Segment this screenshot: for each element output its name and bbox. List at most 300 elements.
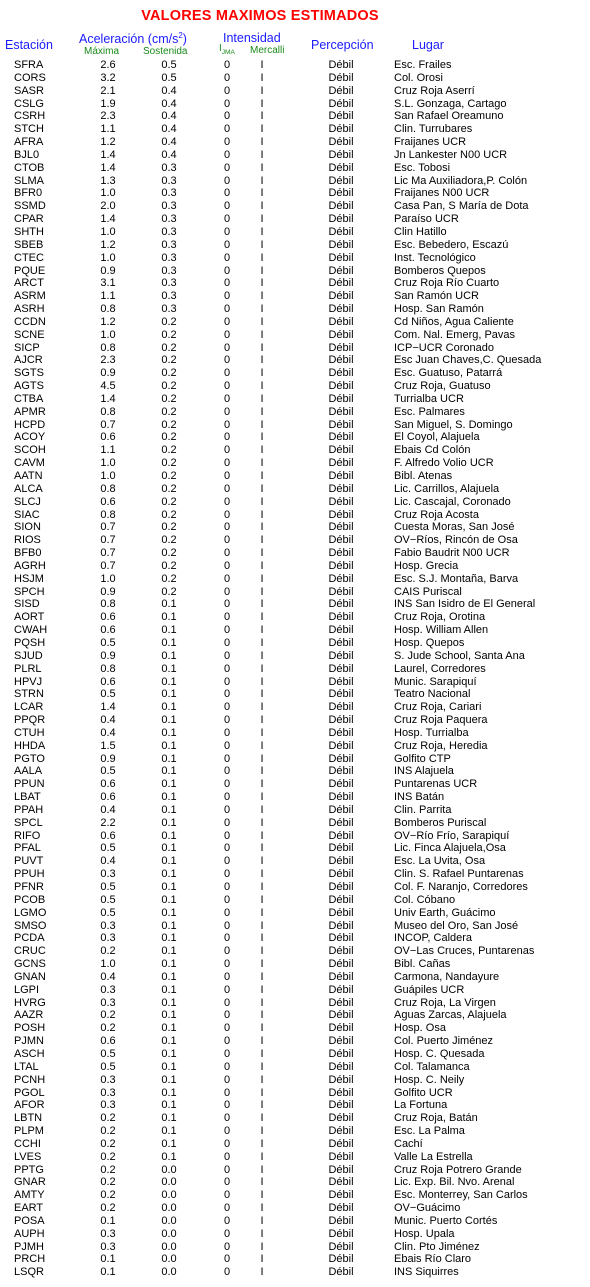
intensity-ijma: 0 [223,559,231,572]
accel-max: 0.6 [100,791,116,804]
accel-max: 0.5 [100,893,116,906]
location: Golfito CTP [394,752,451,765]
accel-sustained: 0.1 [161,803,177,816]
intensity-ijma: 0 [223,470,231,482]
station-code: PLPM [14,1125,44,1138]
intensity-mercalli: I [260,1125,264,1138]
accel-sustained: 0.1 [161,881,177,893]
accel-sustained: 0.1 [161,1125,177,1138]
accel-max: 2.6 [100,59,116,71]
station-code: APMR [14,405,46,418]
station-code: CTUH [14,726,45,739]
accel-max: 3.2 [100,71,116,84]
intensity-mercalli: I [260,1112,264,1125]
perception: Débil [328,765,354,778]
perception: Débil [328,675,354,688]
location: Clin. Pto Jiménez [394,1240,480,1253]
location: Cruz Roja, Guatuso [394,380,491,393]
location: INS Siquirres [394,1266,459,1279]
intensity-ijma: 0 [223,893,231,906]
intensity-mercalli: I [260,392,264,405]
header-maxima: Máxima [84,46,120,57]
table-row [0,175,590,188]
accel-max: 0.5 [100,765,116,778]
intensity-mercalli: I [260,765,264,778]
perception: Débil [328,470,354,482]
intensity-mercalli: I [260,444,264,457]
accel-max: 0.6 [100,611,116,624]
station-code: RIFO [14,829,41,842]
location: Carmona, Nandayure [394,970,500,983]
table-row [0,226,590,239]
table-row [0,316,590,329]
location: ICP−UCR Coronado [394,341,494,354]
accel-max: 1.0 [100,457,116,470]
perception: Débil [328,598,354,611]
accel-sustained: 0.0 [161,1202,177,1215]
accel-sustained: 0.0 [161,1189,177,1202]
accel-max: 1.0 [100,572,116,585]
intensity-ijma: 0 [223,1266,231,1279]
intensity-ijma: 0 [223,958,231,971]
accel-max: 1.4 [100,161,116,174]
table-row [0,1189,590,1202]
perception: Débil [328,893,354,906]
intensity-ijma: 0 [223,829,231,842]
intensity-mercalli: I [260,148,264,161]
location: Laurel, Corredores [394,662,486,675]
intensity-ijma: 0 [223,1099,231,1112]
accel-max: 0.7 [100,418,116,431]
station-code: STRN [14,688,44,701]
intensity-ijma: 0 [223,688,231,701]
table-row [0,72,590,85]
accel-sustained: 0.1 [161,1022,177,1035]
intensity-ijma: 0 [223,200,231,213]
table-row [0,637,590,650]
intensity-mercalli: I [260,1202,264,1215]
location: Col. Puerto Jiménez [394,1035,494,1048]
table-row [0,1087,590,1100]
table-row [0,213,590,226]
location: Cruz Roja Río Cuarto [394,277,500,290]
accel-sustained: 0.2 [161,521,177,534]
accel-max: 0.2 [100,1022,116,1035]
table-row [0,1164,590,1177]
intensity-ijma: 0 [223,765,231,778]
intensity-ijma: 0 [223,1189,231,1202]
table-row [0,881,590,894]
station-code: ALCA [14,482,43,495]
station-code: LBAT [14,791,41,804]
perception: Débil [328,444,354,457]
accel-max: 0.3 [100,1227,116,1240]
accel-max: 0.3 [100,1086,116,1099]
intensity-ijma: 0 [223,84,231,97]
header-aceleracion-exp: 2 [178,31,183,40]
accel-max: 0.5 [100,881,116,893]
table-row [0,1202,590,1215]
table-row [0,894,590,907]
station-code: CCHI [14,1137,41,1150]
table-row [0,265,590,278]
table-row [0,85,590,98]
header-sostenida: Sostenida [143,46,188,57]
accel-sustained: 0.0 [161,1266,177,1279]
location: INS San Isidro de El General [394,598,536,611]
station-code: SFRA [14,59,44,71]
accel-max: 4.5 [100,380,116,393]
intensity-ijma: 0 [223,970,231,983]
intensity-mercalli: I [260,315,264,328]
location: Lic. Finca Alajuela,Osa [394,842,506,855]
intensity-ijma: 0 [223,277,231,290]
station-code: AJCR [14,354,43,367]
accel-sustained: 0.4 [161,148,177,161]
perception: Débil [328,726,354,739]
station-code: SASR [14,84,44,97]
table-row [0,406,590,419]
accel-sustained: 0.0 [161,1253,177,1266]
station-code: HCPD [14,418,46,431]
accel-sustained: 0.2 [161,431,177,444]
intensity-ijma: 0 [223,123,231,136]
station-code: CCDN [14,315,46,328]
intensity-mercalli: I [260,958,264,971]
perception: Débil [328,534,354,547]
accel-sustained: 0.1 [161,675,177,688]
accel-sustained: 0.5 [161,59,177,71]
intensity-ijma: 0 [223,1253,231,1266]
location: La Fortuna [394,1099,448,1112]
station-code: POSH [14,1022,46,1035]
accel-sustained: 0.1 [161,1060,177,1073]
intensity-ijma: 0 [223,1163,231,1176]
accel-max: 1.2 [100,238,116,251]
station-code: ASRH [14,303,45,316]
intensity-mercalli: I [260,726,264,739]
station-code: SJUD [14,649,43,662]
accel-max: 0.5 [100,636,116,649]
table-row [0,945,590,958]
accel-sustained: 0.1 [161,842,177,855]
perception: Débil [328,624,354,637]
perception: Débil [328,1009,354,1022]
intensity-ijma: 0 [223,367,231,380]
accel-max: 0.4 [100,726,116,739]
perception: Débil [328,148,354,161]
station-code: PPUN [14,778,45,791]
location: Puntarenas UCR [394,778,478,791]
intensity-mercalli: I [260,778,264,791]
table-row [0,598,590,611]
location: Cruz Roja Potrero Grande [394,1163,522,1176]
accel-max: 0.8 [100,341,116,354]
intensity-mercalli: I [260,983,264,996]
intensity-ijma: 0 [223,110,231,123]
intensity-mercalli: I [260,495,264,508]
accel-sustained: 0.3 [161,200,177,213]
station-code: PPAH [14,803,44,816]
table-row [0,252,590,265]
location: Hosp. William Allen [394,624,489,637]
accel-sustained: 0.1 [161,970,177,983]
intensity-ijma: 0 [223,225,231,238]
accel-sustained: 0.4 [161,136,177,149]
station-code: AAZR [14,1009,44,1022]
intensity-ijma: 0 [223,161,231,174]
location: INS Batán [394,791,445,804]
station-code: AGRH [14,559,46,572]
accel-sustained: 0.1 [161,996,177,1009]
accel-max: 1.3 [100,174,116,187]
location: Fabio Baudrit N00 UCR [394,547,510,560]
intensity-ijma: 0 [223,624,231,637]
accel-sustained: 0.2 [161,380,177,393]
station-code: EART [14,1202,44,1215]
intensity-mercalli: I [260,213,264,226]
intensity-mercalli: I [260,1137,264,1150]
intensity-mercalli: I [260,470,264,482]
accel-max: 0.8 [100,662,116,675]
perception: Débil [328,277,354,290]
location: Col. Orosi [394,71,443,84]
intensity-mercalli: I [260,996,264,1009]
accel-max: 3.1 [100,277,116,290]
perception: Débil [328,482,354,495]
station-code: CWAH [14,624,48,637]
intensity-ijma: 0 [223,726,231,739]
location: OV−Ríos, Rincón de Osa [394,534,518,547]
intensity-ijma: 0 [223,701,231,714]
intensity-ijma: 0 [223,521,231,534]
accel-sustained: 0.2 [161,470,177,482]
station-code: GNAR [14,1176,46,1189]
intensity-ijma: 0 [223,919,231,932]
location: Munic. Sarapiquí [394,675,477,688]
perception: Débil [328,264,354,277]
header-estacion: Estación [5,38,53,52]
intensity-mercalli: I [260,624,264,637]
station-code: GCNS [14,958,46,971]
table-row [0,907,590,920]
intensity-ijma: 0 [223,945,231,958]
accel-max: 0.7 [100,559,116,572]
perception: Débil [328,495,354,508]
table-row [0,855,590,868]
accel-sustained: 0.2 [161,508,177,521]
perception: Débil [328,611,354,624]
table-row [0,59,590,72]
table-row [0,380,590,393]
intensity-mercalli: I [260,1189,264,1202]
accel-sustained: 0.1 [161,1073,177,1086]
accel-max: 1.2 [100,136,116,149]
station-code: SMSO [14,919,47,932]
intensity-mercalli: I [260,598,264,611]
accel-sustained: 0.4 [161,110,177,123]
perception: Débil [328,123,354,136]
location: Cruz Roja Aserrí [394,84,475,97]
station-code: SBEB [14,238,44,251]
intensity-mercalli: I [260,303,264,316]
intensity-mercalli: I [260,585,264,598]
table-row [0,457,590,470]
accel-max: 0.3 [100,996,116,1009]
perception: Débil [328,84,354,97]
location: Fraijanes N00 UCR [394,187,490,200]
station-code: CPAR [14,213,44,226]
accel-max: 0.3 [100,932,116,945]
table-row [0,611,590,624]
station-code: AALA [14,765,43,778]
table-row [0,868,590,881]
location: Bomberos Puriscal [394,816,487,829]
location: San Ramón UCR [394,290,479,303]
accel-sustained: 0.2 [161,585,177,598]
location: Ebais Río Claro [394,1253,472,1266]
intensity-ijma: 0 [223,906,231,919]
intensity-mercalli: I [260,174,264,187]
intensity-ijma: 0 [223,1202,231,1215]
accel-sustained: 0.0 [161,1214,177,1227]
location: Cruz Roja, Batán [394,1112,478,1125]
intensity-mercalli: I [260,431,264,444]
intensity-ijma: 0 [223,303,231,316]
station-code: ASRM [14,290,46,303]
accel-sustained: 0.0 [161,1240,177,1253]
station-code: PQUE [14,264,46,277]
table-row [0,277,590,290]
header-intensidad: Intensidad [223,31,281,45]
intensity-mercalli: I [260,868,264,881]
location: Hosp. Grecia [394,559,459,572]
accel-sustained: 0.3 [161,187,177,200]
accel-max: 0.2 [100,945,116,958]
accel-max: 0.2 [100,1189,116,1202]
intensity-mercalli: I [260,277,264,290]
intensity-mercalli: I [260,611,264,624]
station-code: CSLG [14,97,44,110]
intensity-ijma: 0 [223,662,231,675]
intensity-mercalli: I [260,457,264,470]
accel-max: 0.6 [100,624,116,637]
station-code: SION [14,521,41,534]
intensity-ijma: 0 [223,1022,231,1035]
perception: Débil [328,174,354,187]
location: Inst. Tecnológico [394,251,476,264]
location: Ebais Cd Colón [394,444,471,457]
intensity-ijma: 0 [223,803,231,816]
table-row [0,1009,590,1022]
accel-sustained: 0.1 [161,714,177,727]
intensity-mercalli: I [260,187,264,200]
location: Hosp. Turrialba [394,726,469,739]
accel-max: 0.6 [100,675,116,688]
station-code: BFR0 [14,187,43,200]
perception: Débil [328,714,354,727]
accel-max: 1.4 [100,701,116,714]
accel-max: 0.8 [100,405,116,418]
location: Hosp. Quepos [394,636,465,649]
location: Teatro Nacional [394,688,471,701]
location: Esc. La Palma [394,1125,465,1138]
station-code: CORS [14,71,46,84]
accel-sustained: 0.1 [161,701,177,714]
location: Cd Niños, Agua Caliente [394,315,514,328]
location: Jn Lankester N00 UCR [394,148,508,161]
intensity-mercalli: I [260,1099,264,1112]
accel-max: 1.1 [100,444,116,457]
station-code: SPCL [14,816,43,829]
intensity-mercalli: I [260,1009,264,1022]
accel-sustained: 0.3 [161,238,177,251]
header-aceleracion-close: ) [182,32,187,47]
intensity-mercalli: I [260,354,264,367]
table-row [0,419,590,432]
intensity-mercalli: I [260,418,264,431]
stations-table [0,59,590,1279]
perception: Débil [328,1214,354,1227]
table-row [0,509,590,522]
accel-max: 0.4 [100,714,116,727]
table-row [0,1228,590,1241]
table-row [0,1022,590,1035]
perception: Débil [328,816,354,829]
station-code: PLRL [14,662,42,675]
table-row [0,136,590,149]
accel-max: 0.2 [100,1202,116,1215]
station-code: LBTN [14,1112,43,1125]
accel-sustained: 0.0 [161,1163,177,1176]
location: Cuesta Moras, San José [394,521,515,534]
perception: Débil [328,161,354,174]
intensity-mercalli: I [260,161,264,174]
header-lugar: Lugar [412,38,444,52]
perception: Débil [328,1227,354,1240]
intensity-ijma: 0 [223,1176,231,1189]
intensity-ijma: 0 [223,251,231,264]
accel-sustained: 0.1 [161,1009,177,1022]
intensity-ijma: 0 [223,611,231,624]
header-ijma-text: I [219,43,222,54]
station-code: ARCT [14,277,44,290]
station-code: CRUC [14,945,46,958]
accel-sustained: 0.3 [161,174,177,187]
intensity-mercalli: I [260,482,264,495]
intensity-mercalli: I [260,84,264,97]
perception: Débil [328,842,354,855]
station-code: SLCJ [14,495,41,508]
intensity-ijma: 0 [223,855,231,868]
location: Casa Pan, S María de Dota [394,200,529,213]
station-code: HHDA [14,739,46,752]
table-row [0,431,590,444]
accel-max: 0.3 [100,1073,116,1086]
table-row [0,1215,590,1228]
table-row [0,650,590,663]
intensity-ijma: 0 [223,868,231,881]
table-row [0,663,590,676]
location: Esc. Tobosi [394,161,451,174]
intensity-mercalli: I [260,225,264,238]
intensity-ijma: 0 [223,457,231,470]
accel-sustained: 0.2 [161,392,177,405]
intensity-mercalli: I [260,1022,264,1035]
station-code: PGOL [14,1086,45,1099]
location: Turrialba UCR [394,392,464,405]
location: San Miguel, S. Domingo [394,418,513,431]
